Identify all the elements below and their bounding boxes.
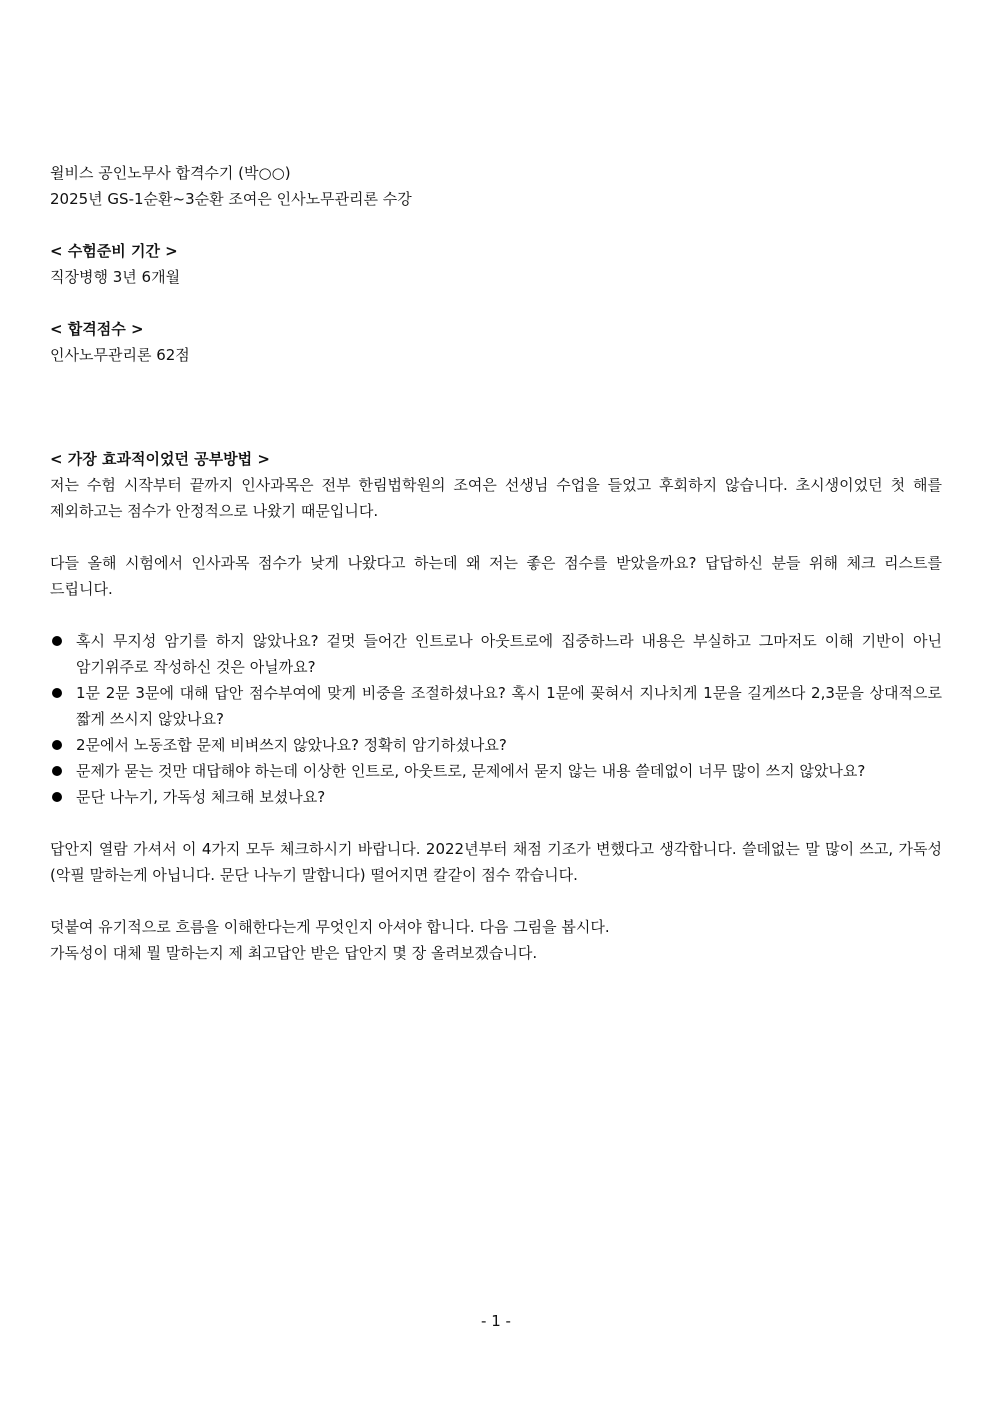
checklist-item-text: 혹시 무지성 암기를 하지 않았나요? 겉멋 들어간 인트로나 아웃트로에 집중하느라 내용은 부실하고 그마저도 이해 기반이 아닌 암기위주로 작성하신 것은 아닐까요? [76,632,942,676]
checklist [50,628,942,810]
checklist-item [50,784,942,810]
bullet-icon [52,636,62,646]
checklist-item-text: 문제가 묻는 것만 대답해야 하는데 이상한 인트로, 아웃트로, 문제에서 묻지 않는 내용 쓸데없이 너무 많이 쓰지 않았나요? [76,762,866,780]
study-method-paragraph-2: 다들 올해 시험에서 인사과목 점수가 낮게 나왔다고 하는데 왜 저는 좋은 점수를 받았을까요? 답답하신 분들 위해 체크 리스트를 드립니다. [50,554,942,598]
checklist-item [50,628,942,680]
bullet-icon [52,792,62,802]
study-method-paragraph-3: 답안지 열람 가셔서 이 4가지 모두 체크하시기 바랍니다. 2022년부터 채점 기조가 변했다고 생각합니다. 쓸데없는 말 많이 쓰고, 가독성(악필 말하는게 아닙니다. 문단 나누기 말합니다) 떨어지면 칼같이 점수 깎습니다. [50,840,942,884]
checklist-item-text: 문단 나누기, 가독성 체크해 보셨나요? [76,788,326,806]
checklist-item [50,732,942,758]
bullet-icon [52,740,62,750]
bullet-icon [52,766,62,776]
checklist-item [50,680,942,732]
document-content [50,160,942,966]
document-title: 윌비스 공인노무사 합격수기 (박○○) [50,164,291,182]
checklist-item-text: 1문 2문 3문에 대해 답안 점수부여에 맞게 비중을 조절하셨나요? 혹시 1문에 꽂혀서 지나치게 1문을 길게쓰다 2,3문을 상대적으로 짧게 쓰시지 않았나요? [76,684,942,728]
study-method-paragraph-4-line-1: 덧붙여 유기적으로 흐름을 이해한다는게 무엇인지 아셔야 합니다. 다음 그림을 봅시다. [50,918,610,936]
study-method-heading: < 가장 효과적이었던 공부방법 > [50,450,270,468]
bullet-icon [52,688,62,698]
prep-period-value: 직장병행 3년 6개월 [50,268,181,286]
page-number: - 1 - [481,1312,511,1330]
checklist-item [50,758,942,784]
study-method-paragraph-4-line-2: 가독성이 대체 뭘 말하는지 제 최고답안 받은 답안지 몇 장 올려보겠습니다. [50,944,538,962]
checklist-item-text: 2문에서 노동조합 문제 비벼쓰지 않았나요? 정확히 암기하셨나요? [76,736,507,754]
document-subtitle: 2025년 GS-1순환~3순환 조여은 인사노무관리론 수강 [50,190,412,208]
study-method-paragraph-1: 저는 수험 시작부터 끝까지 인사과목은 전부 한림법학원의 조여은 선생님 수업을 들었고 후회하지 않습니다. 초시생이었던 첫 해를 제외하고는 점수가 안정적으로 나왔기 때문입니다. [50,476,942,520]
prep-period-heading: < 수험준비 기간 > [50,242,178,260]
pass-score-heading: < 합격점수 > [50,320,144,338]
pass-score-value: 인사노무관리론 62점 [50,346,190,364]
